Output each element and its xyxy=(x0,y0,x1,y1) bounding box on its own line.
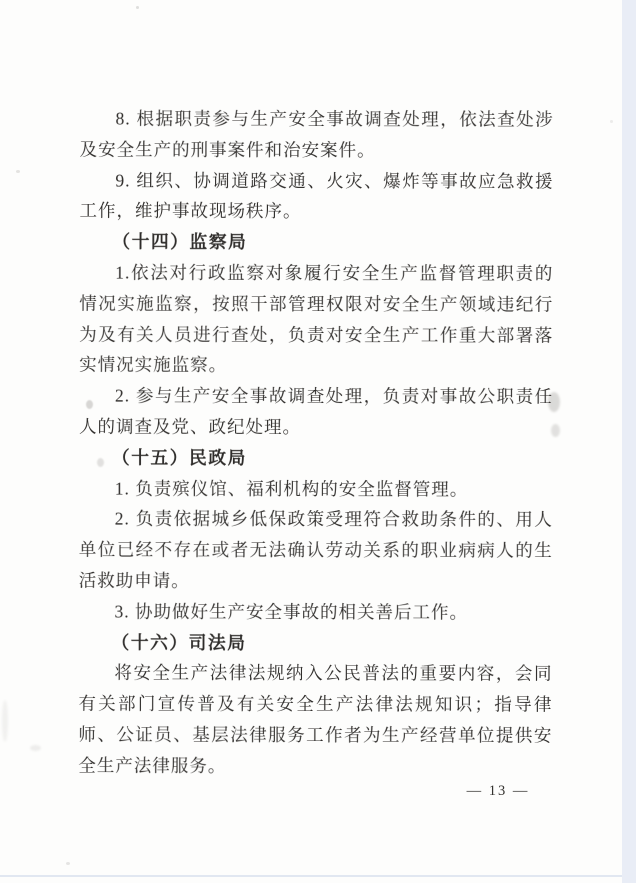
scan-streak xyxy=(2,700,8,742)
body-paragraph-14-1: 1.依法对行政监察对象履行安全生产监督管理职责的情况实施监察，按照干部管理权限对安全生产领域违纪行为及有关人员进行查处，负责对安全生产工作重大部署落实情况实施监察。 xyxy=(79,262,554,376)
scan-speck xyxy=(66,862,70,865)
scan-bottom-edge-line xyxy=(0,875,622,877)
body-paragraph-item-9: 9. 组织、协调道路交通、火灾、爆炸等事故应急救援工作，维护事故现场秩序。 xyxy=(79,170,554,222)
section-heading-14-supervision-bureau: （十四）监察局 xyxy=(112,231,248,253)
scan-speck xyxy=(136,6,139,9)
document-body xyxy=(78,104,553,783)
scan-smudge xyxy=(30,745,41,751)
section-heading-15-civil-affairs-bureau: （十五）民政局 xyxy=(111,447,247,468)
scan-right-edge-strip xyxy=(622,0,636,883)
body-paragraph-15-2: 2. 负责依据城乡低保政策受理符合救助条件的、用人单位已经不存在或者无法确认劳动关系的职业病病人的生活救助申请。 xyxy=(78,508,553,591)
body-paragraph-16-1: 将安全生产法律法规纳入公民普法的重要内容，会同有关部门宣传普及有关安全生产法律法规知识；指导律师、公证员、基层法律服务工作者为生产经营单位提供安全生产法律服务。 xyxy=(78,662,553,776)
body-paragraph-15-1: 1. 负责殡仪馆、福利机构的安全监督管理。 xyxy=(114,478,469,499)
scan-smudge xyxy=(86,400,93,409)
scan-speck xyxy=(16,170,20,173)
scan-smudge xyxy=(548,392,560,412)
section-heading-16-justice-bureau: （十六）司法局 xyxy=(111,632,247,653)
scan-smudge xyxy=(551,424,560,437)
scan-smudge xyxy=(97,458,104,467)
page-number: — 13 — xyxy=(466,783,530,799)
body-paragraph-item-8: 8. 根据职责参与生产安全事故调查处理，依法查处涉及安全生产的刑事案件和治安案件。 xyxy=(79,108,554,160)
body-paragraph-14-2: 2. 参与生产安全事故调查处理，负责对事故公职责任人的调查及党、政纪处理。 xyxy=(79,385,554,437)
scan-speck xyxy=(610,120,613,123)
body-paragraph-15-3: 3. 协助做好生产安全事故的相关善后工作。 xyxy=(114,601,469,623)
